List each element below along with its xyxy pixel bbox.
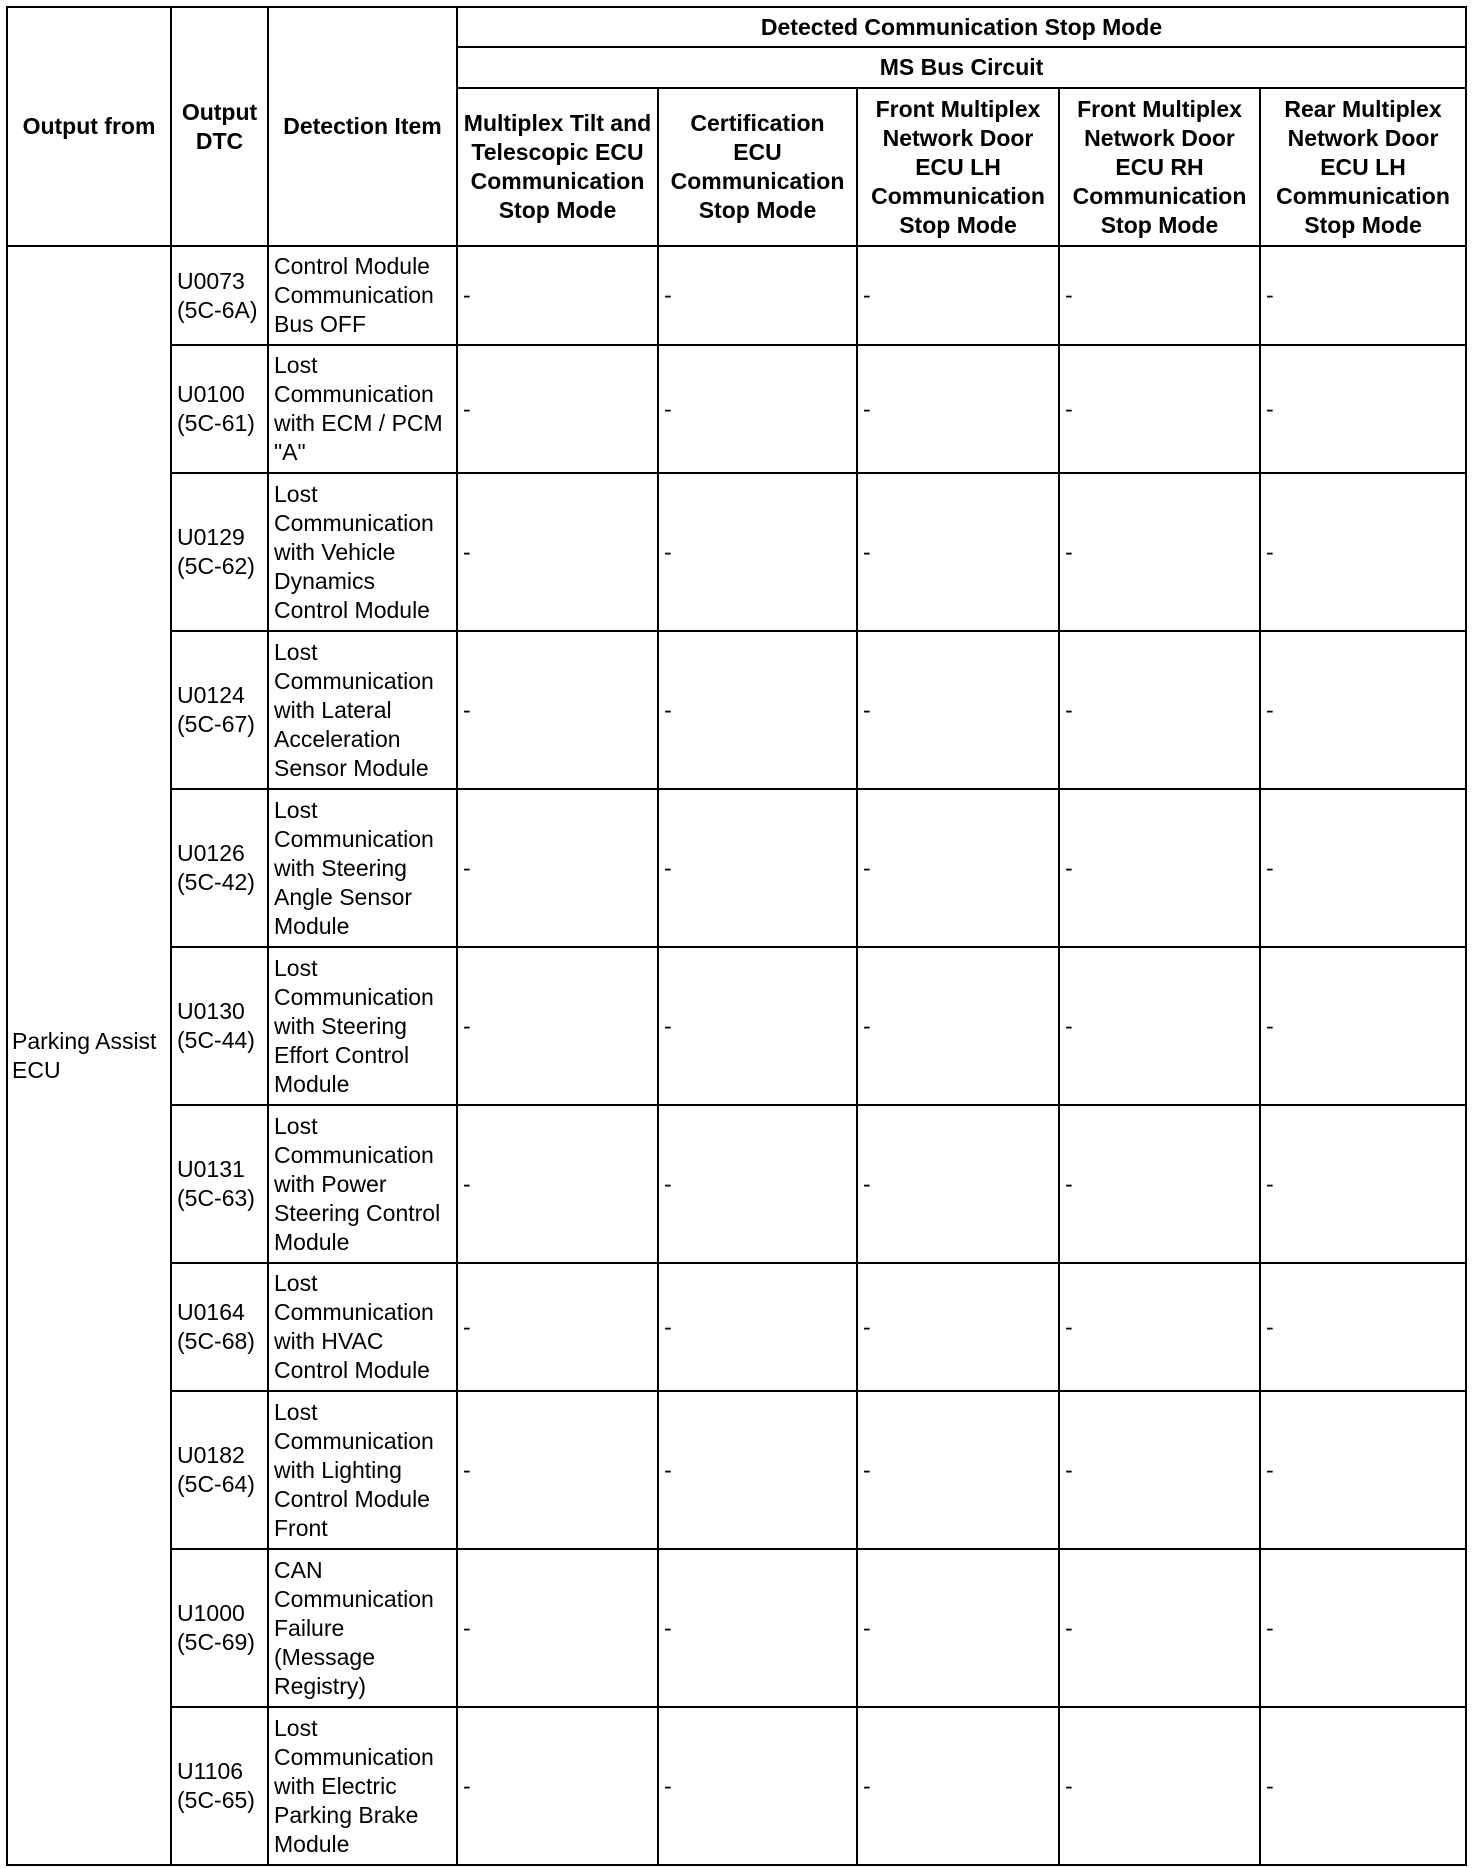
dtc-code: U0100 (5C-61) [171, 345, 268, 473]
mode-value: - [658, 246, 857, 345]
mode-value: - [658, 789, 857, 947]
mode-value: - [457, 1707, 658, 1865]
dtc-code: U0164 (5C-68) [171, 1263, 268, 1391]
mode-value: - [1260, 1391, 1466, 1549]
mode-value: - [658, 1263, 857, 1391]
mode-value: - [1260, 631, 1466, 789]
detection-item: Lost Communication with Vehicle Dynamics Control Module [268, 473, 457, 631]
mode-value: - [1059, 1391, 1260, 1549]
mode-value: - [1260, 473, 1466, 631]
mode-value: - [1260, 947, 1466, 1105]
dtc-code: U1106 (5C-65) [171, 1707, 268, 1865]
header-mode-rear-door-lh: Rear Multiplex Network Door ECU LH Communication Stop Mode [1260, 88, 1466, 246]
header-mode-certification: Certification ECU Communication Stop Mode [658, 88, 857, 246]
header-output-from: Output from [7, 7, 171, 246]
mode-value: - [658, 1391, 857, 1549]
mode-value: - [457, 1549, 658, 1707]
mode-value: - [658, 631, 857, 789]
mode-value: - [1059, 1549, 1260, 1707]
mode-value: - [457, 631, 658, 789]
mode-value: - [1059, 473, 1260, 631]
mode-value: - [857, 1105, 1059, 1263]
mode-value: - [857, 947, 1059, 1105]
mode-value: - [1260, 1549, 1466, 1707]
mode-value: - [1059, 1263, 1260, 1391]
mode-value: - [658, 947, 857, 1105]
mode-value: - [457, 246, 658, 345]
mode-value: - [1059, 246, 1260, 345]
mode-value: - [457, 345, 658, 473]
mode-value: - [1260, 1105, 1466, 1263]
detection-item: Lost Communication with HVAC Control Module [268, 1263, 457, 1391]
dtc-code: U0126 (5C-42) [171, 789, 268, 947]
mode-value: - [1260, 789, 1466, 947]
mode-value: - [1260, 345, 1466, 473]
mode-value: - [457, 473, 658, 631]
mode-value: - [1059, 789, 1260, 947]
mode-value: - [857, 1263, 1059, 1391]
mode-value: - [857, 1391, 1059, 1549]
dtc-code: U0130 (5C-44) [171, 947, 268, 1105]
header-detected-stop-mode: Detected Communication Stop Mode [457, 7, 1466, 47]
detection-item: Control Module Communication Bus OFF [268, 246, 457, 345]
detection-item: Lost Communication with Steering Angle Sensor Module [268, 789, 457, 947]
mode-value: - [658, 1549, 857, 1707]
mode-value: - [1059, 631, 1260, 789]
dtc-code: U0124 (5C-67) [171, 631, 268, 789]
mode-value: - [457, 1263, 658, 1391]
header-detection-item: Detection Item [268, 7, 457, 246]
mode-value: - [1059, 1105, 1260, 1263]
detection-item: Lost Communication with Power Steering Control Module [268, 1105, 457, 1263]
mode-value: - [857, 789, 1059, 947]
output-from-cell: Parking Assist ECU [7, 246, 171, 1865]
mode-value: - [457, 947, 658, 1105]
header-ms-bus-circuit: MS Bus Circuit [457, 47, 1466, 88]
dtc-code: U1000 (5C-69) [171, 1549, 268, 1707]
detection-item: Lost Communication with ECM / PCM "A" [268, 345, 457, 473]
mode-value: - [857, 1549, 1059, 1707]
detection-item: Lost Communication with Lighting Control Module Front [268, 1391, 457, 1549]
dtc-code: U0129 (5C-62) [171, 473, 268, 631]
mode-value: - [857, 345, 1059, 473]
header-output-dtc: Output DTC [171, 7, 268, 246]
mode-value: - [1059, 1707, 1260, 1865]
dtc-table [6, 6, 1467, 1866]
header-mode-front-door-lh: Front Multiplex Network Door ECU LH Communication Stop Mode [857, 88, 1059, 246]
mode-value: - [857, 246, 1059, 345]
mode-value: - [1059, 345, 1260, 473]
mode-value: - [857, 631, 1059, 789]
detection-item: Lost Communication with Lateral Acceleration Sensor Module [268, 631, 457, 789]
mode-value: - [658, 345, 857, 473]
mode-value: - [1260, 246, 1466, 345]
mode-value: - [857, 1707, 1059, 1865]
mode-value: - [658, 1707, 857, 1865]
mode-value: - [658, 1105, 857, 1263]
mode-value: - [857, 473, 1059, 631]
mode-value: - [457, 1105, 658, 1263]
mode-value: - [457, 1391, 658, 1549]
dtc-code: U0182 (5C-64) [171, 1391, 268, 1549]
mode-value: - [457, 789, 658, 947]
mode-value: - [1059, 947, 1260, 1105]
detection-item: Lost Communication with Steering Effort Control Module [268, 947, 457, 1105]
detection-item: CAN Communication Failure (Message Registry) [268, 1549, 457, 1707]
mode-value: - [1260, 1707, 1466, 1865]
header-mode-tilt-telescopic: Multiplex Tilt and Telescopic ECU Communication Stop Mode [457, 88, 658, 246]
header-mode-front-door-rh: Front Multiplex Network Door ECU RH Communication Stop Mode [1059, 88, 1260, 246]
dtc-code: U0131 (5C-63) [171, 1105, 268, 1263]
dtc-code: U0073 (5C-6A) [171, 246, 268, 345]
detection-item: Lost Communication with Electric Parking Brake Module [268, 1707, 457, 1865]
mode-value: - [658, 473, 857, 631]
mode-value: - [1260, 1263, 1466, 1391]
